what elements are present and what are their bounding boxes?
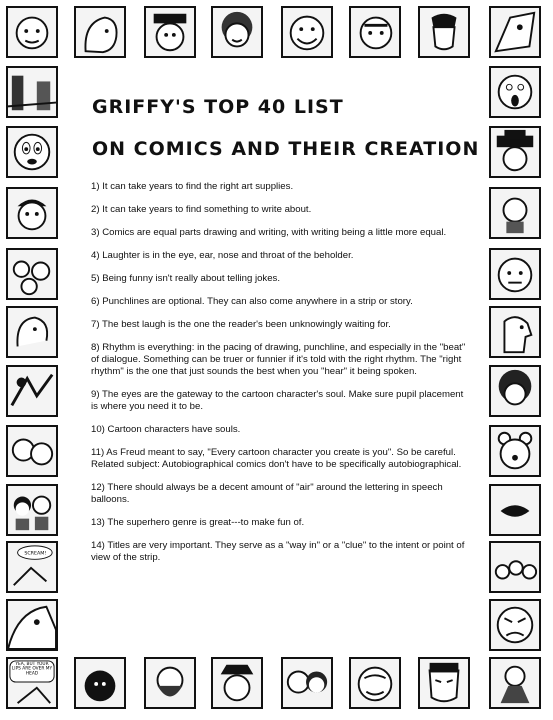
comic-panel-grinning-boy	[281, 6, 333, 58]
comic-panel-ball	[74, 657, 126, 709]
page-title-line-1: GRIFFY'S TOP 40 LIST	[92, 96, 344, 118]
comic-panel-sketch-face	[6, 306, 58, 358]
comic-panel-hatted-face	[211, 657, 263, 709]
comic-panel-small-character	[489, 187, 541, 239]
comic-panel-hero-face	[418, 6, 470, 58]
list-item-6: 6) Punchlines are optional. They can also come anywhere in a strip or story.	[91, 296, 413, 307]
comic-panel-bald-face	[6, 6, 58, 58]
list-item-1: 1) It can take years to find the right art supplies.	[91, 181, 294, 192]
comic-panel-figure-sitting	[489, 657, 541, 709]
scream-text: SCREAM!	[24, 551, 47, 557]
comic-panel-hat-figure	[489, 126, 541, 178]
list-item-5: 5) Being funny isn't really about telling jokes.	[91, 273, 281, 284]
comic-panel-profile-face	[74, 6, 126, 58]
comic-panel-action	[6, 365, 58, 417]
list-item-2: 2) It can take years to find something to write about.	[91, 204, 312, 215]
comic-panel-woman-hair	[489, 365, 541, 417]
comic-panel-profile-man	[489, 306, 541, 358]
comic-panel-boy-face	[6, 187, 58, 239]
comic-panel-bearded-man	[144, 657, 196, 709]
comic-panel-hat-man	[144, 6, 196, 58]
list-item-14: 14) Titles are very important. They serve as a "way in" or a "clue" to the intent or point of view of the strip.	[91, 540, 465, 563]
comic-panel-shocked-face	[489, 66, 541, 118]
list-item-7: 7) The best laugh is the one the reader's been unknowingly waiting for.	[91, 319, 391, 330]
comic-panel-old-face	[349, 657, 401, 709]
comic-panel-two-faces	[6, 425, 58, 477]
comic-panel-crowd	[6, 248, 58, 300]
comic-panel-speech-bubble	[6, 657, 58, 709]
list-item-9: 9) The eyes are the gateway to the cartoon character's soul. Make sure pupil placement is where you need it to be.	[91, 389, 464, 412]
list-item-10: 10) Cartoon characters have souls.	[91, 424, 241, 435]
comic-panel-big-eyes	[6, 126, 58, 178]
comic-panel-street-scene	[6, 66, 58, 118]
comic-panel-kids	[6, 484, 58, 536]
comic-panel-old-man	[349, 6, 401, 58]
comic-panel-couple	[281, 657, 333, 709]
comic-panel-corner-figure	[489, 6, 541, 58]
comic-panel-grumpy-face	[489, 599, 541, 651]
comic-panel-lips	[489, 484, 541, 536]
comic-panel-crowd-scene	[489, 541, 541, 593]
comic-panel-villain	[418, 657, 470, 709]
comic-panel-close-face	[6, 599, 58, 651]
comic-panel-bald-man	[489, 248, 541, 300]
list-item-4: 4) Laughter is in the eye, ear, nose and throat of the beholder.	[91, 250, 354, 261]
comic-panel-scream	[6, 541, 58, 593]
top-list	[91, 181, 471, 575]
list-item-8: 8) Rhythm is everything: in the pacing of drawing, punchline, and especially in the "beat" of dialogue. Something can be truer or funnier if it's told with the right rhythm. The "right rhythm" is the one that just sounds the best when you "hear" it being spoken.	[91, 342, 466, 377]
page-title-line-2: ON COMICS AND THEIR CREATION	[92, 138, 480, 160]
list-item-3: 3) Comics are equal parts drawing and writing, with writing being a little more equal.	[91, 227, 447, 238]
list-item-12: 12) There should always be a decent amount of "air" around the lettering in speech balloons.	[91, 482, 443, 505]
bubble-text: YEA, BUT YOUR LIPS ARE OVER MY HEAD	[11, 661, 53, 677]
comic-panel-woman-curls	[211, 6, 263, 58]
list-item-11: 11) As Freud meant to say, "Every cartoon character you create is you". So be careful. Related subject: Autobiographical comics don't have to be specifically autobiographical.	[91, 447, 462, 470]
comic-panel-animal	[489, 425, 541, 477]
list-item-13: 13) The superhero genre is great---to make fun of.	[91, 517, 305, 528]
